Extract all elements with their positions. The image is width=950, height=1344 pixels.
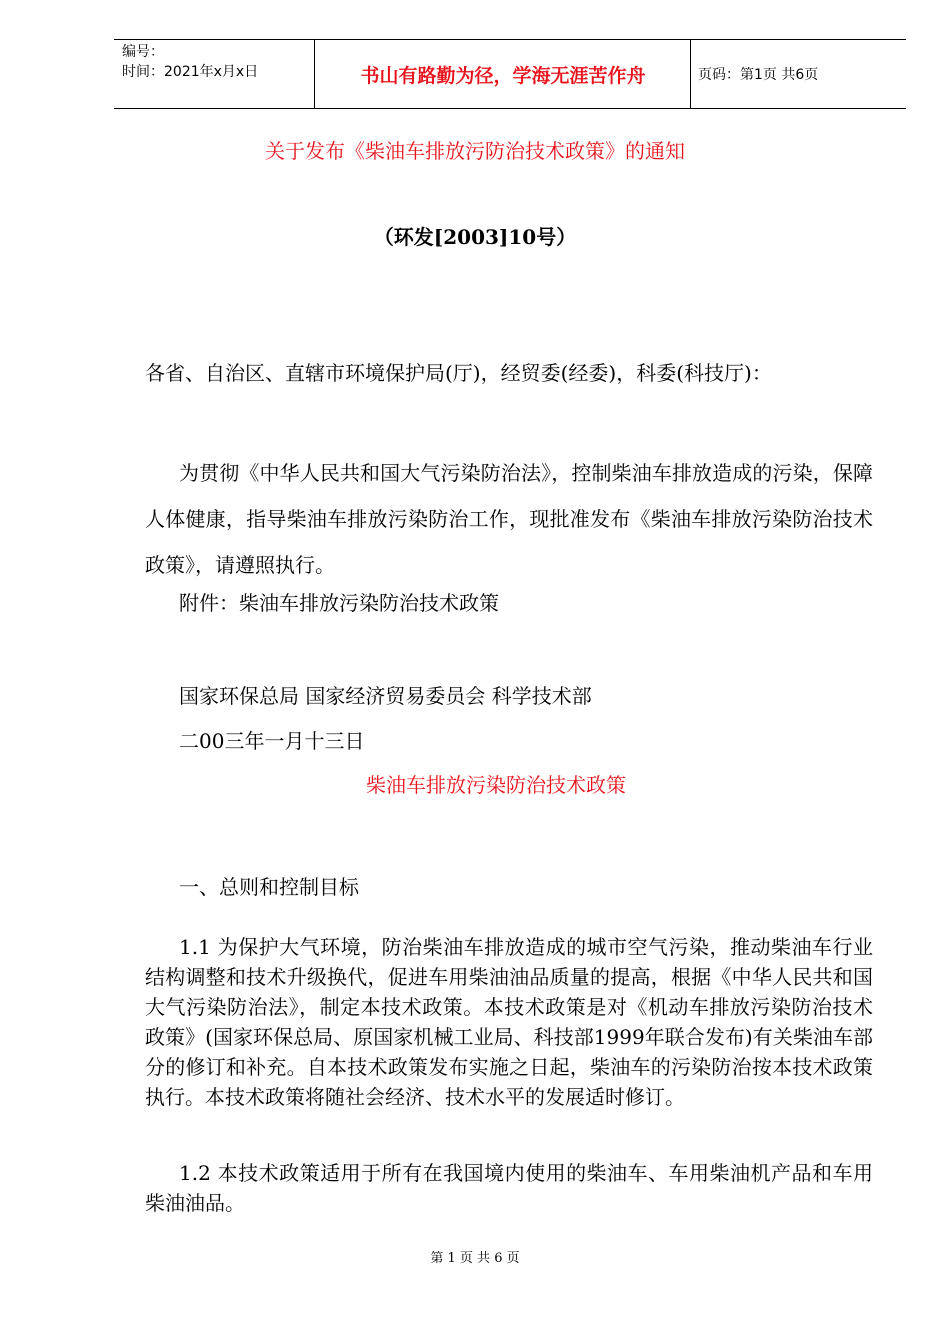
header-divider <box>314 40 315 108</box>
notice-body: 为贯彻《中华人民共和国大气污染防治法》，控制柴油车排放造成的污染，保障人体健康，指导柴油车排放污染防治工作，现批准发布《柴油车排放污染防治技术政策》，请遵照执行。 <box>145 461 873 577</box>
doc-number: （环发[2003]10号） <box>373 225 577 249</box>
clause-1-2: 1.2 本技术政策适用于所有在我国境内使用的柴油车、车用柴油机产品和车用柴油油品。 <box>145 1161 873 1215</box>
time-label: 时间：2021年x月x日 <box>122 64 259 80</box>
section-heading: 一、总则和控制目标 <box>179 875 359 899</box>
issuing-authorities: 国家环保总局 国家经济贸易委员会 科学技术部 <box>179 684 592 708</box>
serial-label: 编号： <box>122 44 164 60</box>
header-motto: 书山有路勤为径，学海无涯苦作舟 <box>360 64 646 87</box>
recipients: 各省、自治区、直辖市环境保护局(厅)，经贸委(经委)，科委(科技厅)： <box>145 361 772 385</box>
page-header <box>114 39 906 109</box>
policy-title: 柴油车排放污染防治技术政策 <box>366 773 626 797</box>
header-meta <box>122 42 258 82</box>
page-footer: 第 1 页 共 6 页 <box>430 1251 520 1266</box>
notice-title: 关于发布《柴油车排放污防治技术政策》的通知 <box>265 139 685 163</box>
attachment-line: 附件：柴油车排放污染防治技术政策 <box>179 591 499 615</box>
issue-date: 二00三年一月十三日 <box>179 729 365 753</box>
header-page-info: 页码：第1页 共6页 <box>698 67 819 83</box>
clause-1-1: 1.1 为保护大气环境，防治柴油车排放造成的城市空气污染，推动柴油车行业结构调整和技术升级换代，促进车用柴油油品质量的提高，根据《中华人民共和国大气污染防治法》，制定本技术政策。本技术政策是对《机动车排放污染防治技术政策》(国家环保总局、原国家机械工业局、科技部1999年联合发布)有关柴油车部分的修订和补充。自本技术政策发布实施之日起，柴油车的污染防治按本技术政策执行。本技术政策将随社会经济、技术水平的发展适时修订。 <box>145 935 873 1109</box>
header-divider <box>690 40 691 108</box>
